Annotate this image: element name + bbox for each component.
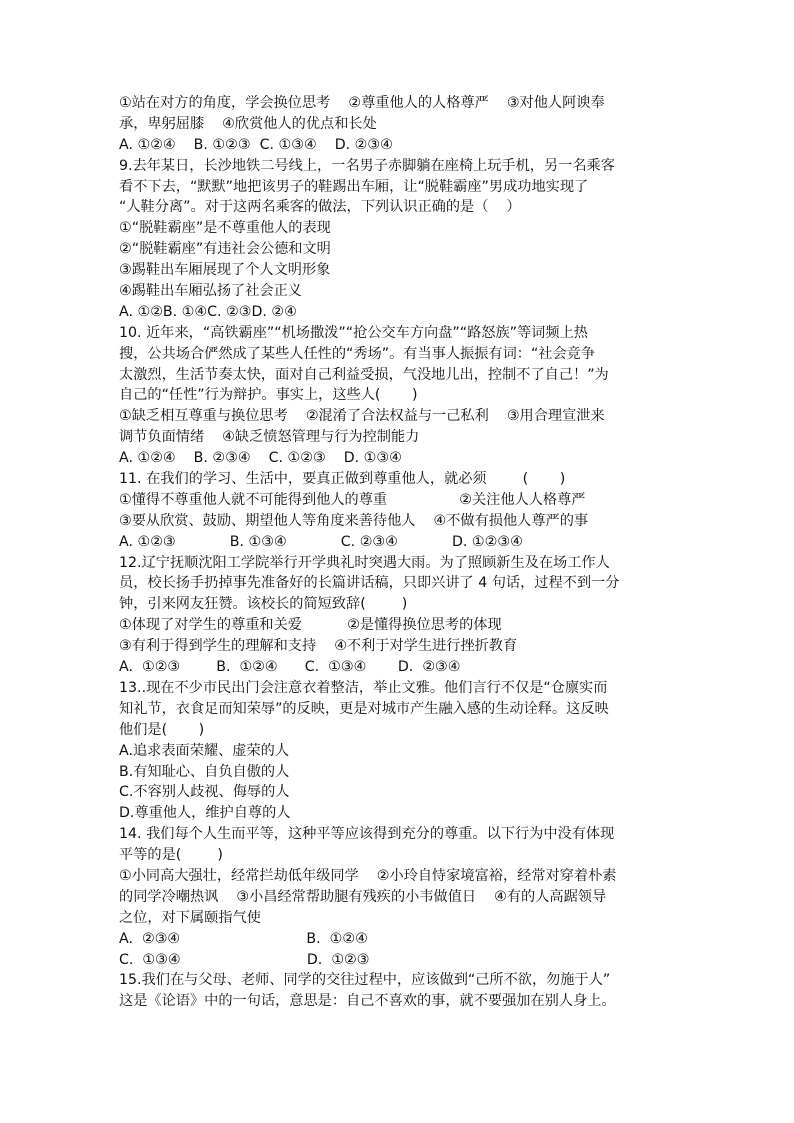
answer-options: A. ①②③ B. ①②④ C. ①③④ D. ②③④ xyxy=(119,659,461,676)
statement-item: ①懂得不尊重他人就不可能得到他人的尊重 ②关注他人人格尊严 xyxy=(119,491,586,508)
statement-item: ③踢鞋出车厢展现了个人文明形象 xyxy=(119,262,331,279)
question-stem: 看不下去，“默默”地把该男子的鞋踢出车厢，让“脱鞋霸座”男成功地实现了 xyxy=(119,178,589,195)
statement-item: ①体现了对学生的尊重和关爱 ②是懂得换位思考的体现 xyxy=(119,617,502,634)
text-line: 承，卑躬屈膝 ④欣赏他人的优点和长处 xyxy=(119,115,377,132)
option-c: C.不容别人歧视、侮辱的人 xyxy=(119,784,290,801)
question-stem: 12.辽宁抚顺沈阳工学院举行开学典礼时突遇大雨。为了照顾新生及在场工作人 xyxy=(119,554,610,571)
question-stem: 搜，公共场合俨然成了某些人任性的“秀场”。有当事人振振有词：“社会竞争 xyxy=(119,345,596,362)
statement-item: ③要从欣赏、鼓励、期望他人等角度来善待他人 ④不做有损他人尊严的事 xyxy=(119,512,589,529)
question-stem: 13..现在不少市民出门会注意衣着整洁，举止文雅。他们言行不仅是“仓廪实而 xyxy=(119,679,608,696)
answer-options: A. ①②③ B. ①③④ C. ②③④ D. ①②③④ xyxy=(119,533,523,550)
question-13 xyxy=(119,678,689,824)
question-stem: 15.我们在与父母、老师、同学的交往过程中，应该做到“己所不欲，勿施于人” xyxy=(119,972,611,989)
question-stem: 钟，引来网友狂赞。该校长的简短致辞( ) xyxy=(119,596,408,613)
question-9 xyxy=(119,156,689,323)
statement-item: ①小同高大强壮，经常拦劫低年级同学 ②小玲自恃家境富裕，经常对穿着朴素 xyxy=(119,867,617,884)
question-11 xyxy=(119,469,689,553)
statement-item: 调节负面情绪 ④缺乏愤怒管理与行为控制能力 xyxy=(119,429,420,446)
statement-item: ①缺乏相互尊重与换位思考 ②混淆了合法权益与一己私利 ③用合理宣泄来 xyxy=(119,408,605,425)
question-stem: 这是《论语》中的一句话，意思是：自己不喜欢的事，就不要强加在别人身上。 xyxy=(119,993,616,1010)
option-a: A.追求表面荣耀、虚荣的人 xyxy=(119,742,290,759)
statement-item: ④踢鞋出车厢弘扬了社会正义 xyxy=(119,283,302,300)
question-stem: 他们是( ) xyxy=(119,721,205,738)
answer-options: C. ①③④ D. ①②③ xyxy=(119,951,370,968)
text-line: ①站在对方的角度，学会换位思考 ②尊重他人的人格尊严 ③对他人阿谀奉 xyxy=(119,95,605,111)
statement-item: 之位，对下属颐指气使 xyxy=(119,909,261,926)
question-stem: 14. 我们每个人生而平等，这种平等应该得到充分的尊重。以下行为中没有体现 xyxy=(119,826,615,843)
question-10 xyxy=(119,323,689,469)
question-stem: 自己的“任性”行为辩护。事实上，这些人( ) xyxy=(119,387,418,404)
question-stem: 9.去年某日，长沙地铁二号线上，一名男子赤脚躺在座椅上玩手机，另一名乘客 xyxy=(119,157,615,174)
question-stem: 10. 近年来，“高铁霸座”“机场撒泼”“抢公交车方向盘”“路怒族”等词频上热 xyxy=(119,324,588,341)
question-stem: 员，校长扬手扔掉事先准备好的长篇讲话稿，只即兴讲了 4 句话，过程不到一分 xyxy=(119,575,620,592)
question-15 xyxy=(119,970,689,1012)
question-8-continued xyxy=(119,93,689,156)
question-14 xyxy=(119,824,689,970)
statement-item: ①“脱鞋霸座”是不尊重他人的表现 xyxy=(119,220,331,237)
question-12 xyxy=(119,553,689,678)
question-stem: 平等的是( ) xyxy=(119,847,223,864)
answer-options: A. ①②B. ①④C. ②③D. ②④ xyxy=(119,303,297,320)
document-page xyxy=(119,93,689,1012)
question-stem: 11. 在我们的学习、生活中，要真正做到尊重他人，就必须 ( ) xyxy=(119,471,566,488)
option-b: B.有知耻心、自负自傲的人 xyxy=(119,763,290,780)
statement-item: 的同学冷嘲热讽 ③小昌经常帮助腿有残疾的小韦做值日 ④有的人高踞领导 xyxy=(119,888,607,905)
answer-options: A. ①②④ B. ①②③ C. ①③④ D. ②③④ xyxy=(119,136,393,153)
question-stem: 太激烈，生活节奏太快，面对自己利益受损，气没地儿出，控制不了自己！”为 xyxy=(119,366,609,383)
question-stem: 知礼节，衣食足而知荣辱”的反映，更是对城市产生融入感的生动诠释。这反映 xyxy=(119,700,609,717)
option-d: D.尊重他人，维护自尊的人 xyxy=(119,805,291,822)
statement-item: ②“脱鞋霸座”有违社会公德和文明 xyxy=(119,241,331,258)
answer-options: A. ②③④ B. ①②④ xyxy=(119,930,368,947)
answer-options: A. ①②④ B. ②③④ C. ①②③ D. ①③④ xyxy=(119,450,402,467)
statement-item: ③有利于得到学生的理解和支持 ④不利于对学生进行挫折教育 xyxy=(119,638,518,655)
question-stem: “人鞋分离”。对于这两名乘客的做法，下列认识正确的是（ ） xyxy=(119,199,521,216)
